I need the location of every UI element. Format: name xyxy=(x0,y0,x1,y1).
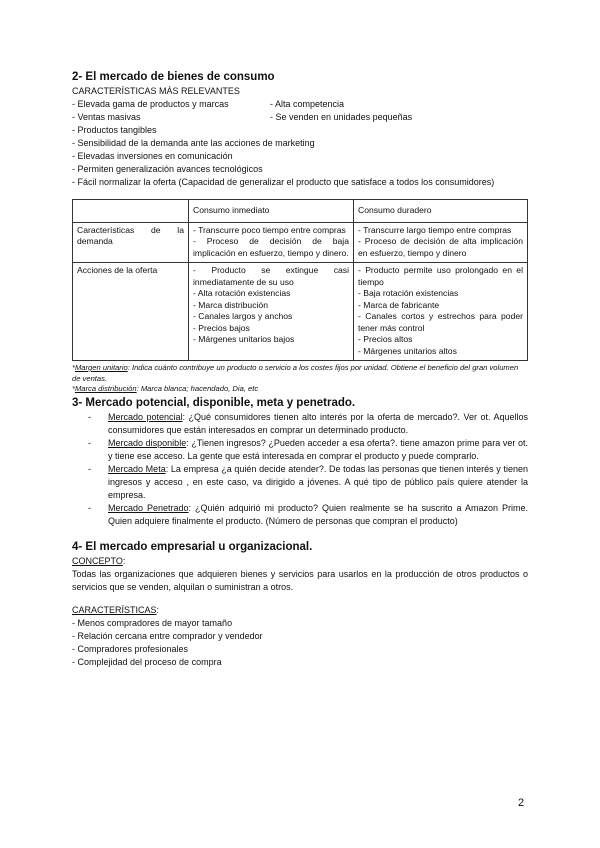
footnote-margen xyxy=(72,363,528,384)
table-header-cell: Consumo duradero xyxy=(354,200,528,223)
table-row-label xyxy=(73,222,189,263)
list-text: : ¿Quién adquirió mi producto? Quien realmente se ha suscrito a Amazon Prime. Quien adquiere finalmente el producto. (Número de personas que compran el producto) xyxy=(108,502,528,526)
table-cell-text: - Marca de fabricante xyxy=(358,299,440,310)
table-cell-text: - Alta rotación existencias xyxy=(193,288,291,298)
table-row xyxy=(73,222,528,263)
list-dash: - xyxy=(88,437,91,448)
feature-item: - Complejidad del proceso de compra xyxy=(72,656,222,667)
list-text: : La empresa ¿a quién decide atender?. De todas las personas que tienen interés y tienen ingresos y acceso , en este caso, va dirigido a jóvenes. A qué tipo de público país quiere atender la empresa. xyxy=(108,463,528,500)
footnote-term: Margen unitario xyxy=(74,363,128,372)
section-3-heading: 3- Mercado potencial, disponible, meta y penetrado. xyxy=(72,396,356,409)
feature-row-1 xyxy=(72,98,528,111)
spacer xyxy=(72,594,528,604)
page-content xyxy=(72,70,528,669)
market-types-list xyxy=(72,411,528,528)
table-cell-text: - Producto se extingue casi inmediatamente de su uso xyxy=(193,265,349,287)
list-text: : ¿Qué consumidores tienen alto interés por la oferta de mercado?. Ver ot. Aquellos consumidores que están interesados en comprar un determinado producto. xyxy=(108,411,528,435)
label-colon: : xyxy=(156,604,160,615)
feature-item: - Productos tangibles xyxy=(72,125,157,135)
spacer xyxy=(72,528,528,540)
list-text: : ¿Tienen ingresos? ¿Pueden acceder a esa oferta?. tiene amazon prime para ver ot. y tiene ese acceso. La gente que está interesada en comprar el producto y puede comprarlo. xyxy=(108,437,529,461)
table-header-row xyxy=(73,200,528,223)
table-cell-text: - Proceso de decisión de baja implicación en esfuerzo, tiempo y dinero. xyxy=(193,236,349,258)
feature-item: - Compradores profesionales xyxy=(72,643,189,654)
feature-item: - Alta competencia xyxy=(270,99,345,109)
table-cell xyxy=(189,222,354,263)
footnote-marker: * xyxy=(72,384,75,393)
feature-item: - Permiten generalización avances tecnológicos xyxy=(72,164,263,174)
table-header-cell: Consumo inmediato xyxy=(189,200,354,223)
footnote-marca xyxy=(72,384,528,395)
feature-item: - Ventas masivas xyxy=(72,112,141,122)
table-cell xyxy=(354,222,528,263)
table-cell-text: - Márgenes unitarios altos xyxy=(358,345,457,356)
footnote-text: : Indica cuánto contribuye un producto o servicio a los costes fijos por unidad. Obtiene el beneficio del gran volumen de ventas. xyxy=(72,363,519,383)
label-colon: : xyxy=(122,555,126,566)
table-header-cell xyxy=(73,200,189,223)
feature-item: - Sensibilidad de la demanda ante las acciones de marketing xyxy=(72,138,315,148)
section-2-subheading: CARACTERÍSTICAS MÁS RELEVANTES xyxy=(72,86,240,96)
feature-item: - Menos compradores de mayor tamaño xyxy=(72,617,233,628)
table-cell xyxy=(189,263,354,361)
table-row-label xyxy=(73,263,189,361)
feature-item: - Elevadas inversiones en comunicación xyxy=(72,151,233,161)
feature-row-2 xyxy=(72,111,528,124)
table-cell-text: - Producto permite uso prolongado en el tiempo xyxy=(358,265,523,287)
table-cell-text: - Precios altos xyxy=(358,334,413,344)
caracteristicas-label xyxy=(72,604,528,617)
concepto-term: CONCEPTO xyxy=(72,555,123,566)
feature-item: - Relación cercana entre comprador y vendedor xyxy=(72,630,263,641)
section-2-heading: 2- El mercado de bienes de consumo xyxy=(72,71,275,83)
consumption-table xyxy=(72,199,528,361)
list-dash: - xyxy=(88,502,91,513)
list-term: Mercado Meta xyxy=(108,463,166,474)
table-cell-text: - Márgenes unitarios bajos xyxy=(193,334,295,344)
list-term: Mercado potencial xyxy=(108,411,183,422)
list-term: Mercado disponible xyxy=(108,437,187,448)
list-dash: - xyxy=(88,411,91,422)
table-row xyxy=(73,263,528,361)
list-item xyxy=(72,463,528,502)
list-item xyxy=(72,411,528,437)
feature-item: - Elevada gama de productos y marcas xyxy=(72,99,229,109)
table-cell-text: - Transcurre poco tiempo entre compras xyxy=(193,224,346,235)
concepto-text: Todas las organizaciones que adquieren bienes y servicios para usarlos en la producción de otros productos o servicios que se venden, alquilan o suministran a otros. xyxy=(72,568,528,592)
table-cell-text: - Canales cortos y estrechos para poder tener más control xyxy=(358,311,523,333)
table-cell-text: - Canales largos y anchos xyxy=(193,311,293,321)
caracteristicas-term: CARACTERÍSTICAS xyxy=(72,604,157,615)
table-cell-text: - Proceso de decisión de alta implicación en esfuerzo, tiempo y dinero xyxy=(358,236,523,258)
table-cell-text: - Marca distribución xyxy=(193,299,268,310)
footnotes xyxy=(72,363,528,395)
table-cell-text: Características de la demanda xyxy=(77,224,184,246)
footnote-term: Marca distribución xyxy=(74,384,137,393)
table-cell-text: - Baja rotación existencias xyxy=(358,288,459,298)
list-item xyxy=(72,437,528,463)
list-term: Mercado Penetrado xyxy=(108,502,189,513)
feature-item: - Fácil normalizar la oferta (Capacidad de generalizar el producto que satisface a todos los consumidores) xyxy=(72,177,495,187)
table-cell xyxy=(354,263,528,361)
concepto-label xyxy=(72,555,528,568)
table-cell-text: Acciones de la oferta xyxy=(77,265,158,275)
list-dash: - xyxy=(88,463,91,474)
page-number: 2 xyxy=(518,797,525,809)
list-item xyxy=(72,502,528,528)
section-4-heading: 4- El mercado empresarial u organizacional. xyxy=(72,540,313,553)
footnote-text: : Marca blanca; hacendado, Dia, etc xyxy=(136,384,259,393)
feature-item: - Se venden en unidades pequeñas xyxy=(270,112,413,122)
table-cell-text: - Transcurre largo tiempo entre compras xyxy=(358,224,512,235)
footnote-marker: * xyxy=(72,363,75,372)
table-cell-text: - Precios bajos xyxy=(193,322,250,333)
